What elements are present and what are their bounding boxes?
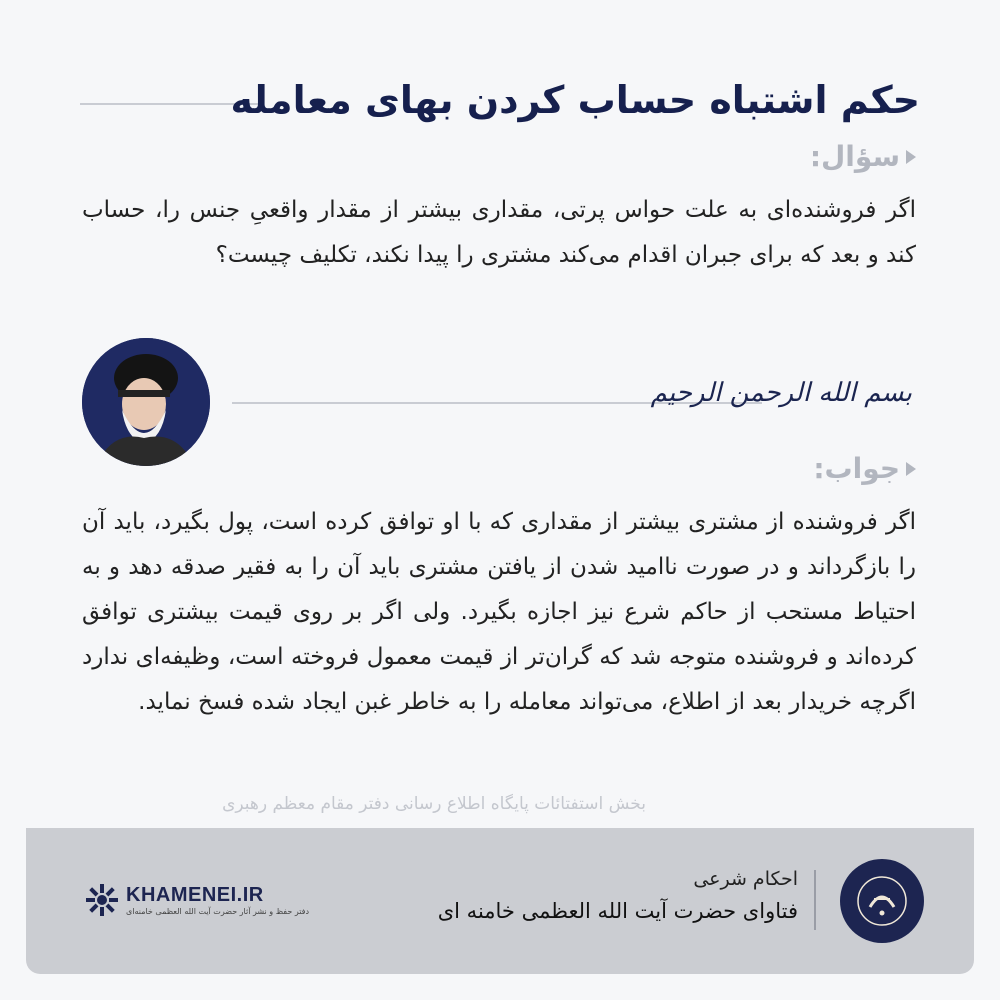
avatar-portrait — [82, 338, 210, 466]
answer-label — [813, 452, 916, 485]
arrow-left-icon — [906, 150, 916, 164]
footer-text — [438, 864, 798, 928]
footer-separator — [814, 870, 816, 930]
title-row — [80, 70, 920, 140]
brand-subtitle: دفتر حفظ و نشر آثار حضرت آیت الله العظمی خامنه‌ای — [126, 907, 310, 916]
answer-text: اگر فروشنده از مشتری بیشتر از مقداری که با او توافق کرده است، پول بگیرد، باید آن را بازگرداند و در صورت ناامید شدن از یافتن مشتری باید آن را به فقیر صدقه دهد و به احتیاط مستحب از حاکم شرع نیز اجازه بگیرد. ولی اگر بر روی قیمت بیشتری توافق کرده‌اند و فروشنده متوجه شد که گران‌تر از قیمت معمول فروخته است، وظیفه‌ای ندارد اگرچه خریدار بعد از اطلاع، می‌تواند معامله را به خاطر غبن ایجاد شده فسخ نماید. — [82, 509, 916, 715]
arrow-left-icon — [906, 462, 916, 476]
khamenei-logo-icon — [84, 882, 120, 918]
bismillah-calligraphy: بسم الله الرحمن الرحیم — [650, 378, 912, 408]
footer-line1: احکام شرعی — [693, 868, 798, 890]
brand-logo[interactable] — [84, 882, 309, 918]
answer-label-text: جواب: — [813, 452, 900, 485]
source-text: بخش استفتائات پایگاه اطلاع رسانی دفتر مقام معظم رهبری — [222, 794, 646, 814]
footer — [26, 828, 974, 974]
page-title: حکم اشتباه حساب کردن بهای معامله — [230, 78, 920, 122]
emblem-icon — [840, 859, 924, 943]
question-label — [810, 140, 916, 173]
question-label-text: سؤال: — [809, 140, 900, 173]
footer-line2: فتاوای حضرت آیت الله العظمی خامنه ای — [437, 899, 798, 923]
avatar — [82, 338, 210, 466]
brand-name: KHAMENEI.IR — [126, 884, 264, 906]
question-text: اگر فروشنده‌ای به علت حواس پرتی، مقداری بیشتر از مقدار واقعیِ جنس را، حساب کند و بعد که برای جبران اقدام می‌کند مشتری را پیدا نکند، تکلیف چیست؟ — [82, 197, 916, 268]
